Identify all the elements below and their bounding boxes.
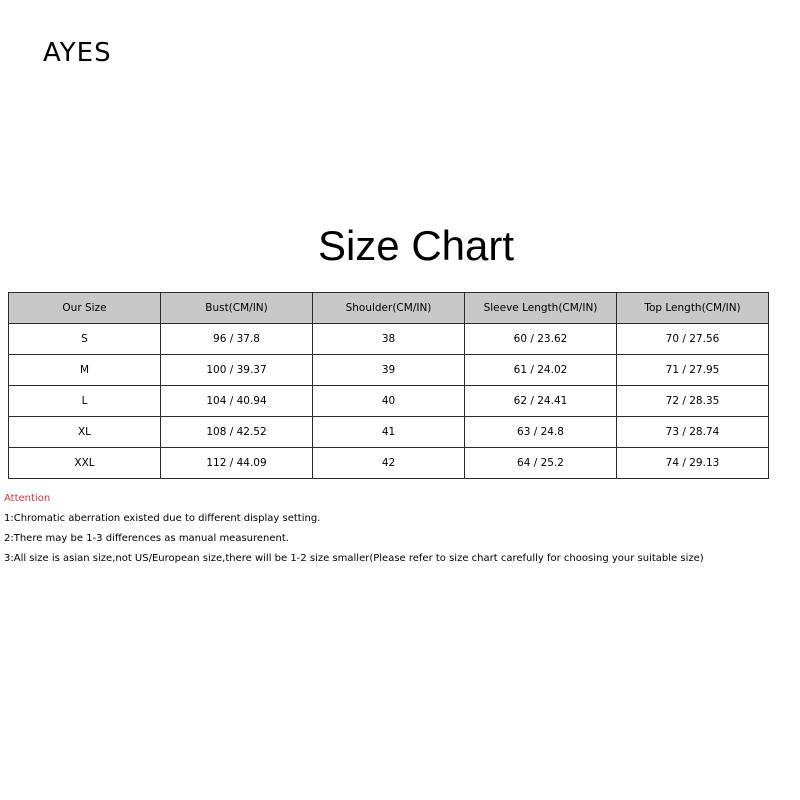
table-cell: 72 / 28.35 — [617, 386, 769, 417]
table-cell: 41 — [313, 417, 465, 448]
note-item: 3:All size is asian size,not US/European size,there will be 1-2 size smaller(Please refer to size chart carefully for choosing your suitable size) — [4, 553, 704, 564]
table-cell: 73 / 28.74 — [617, 417, 769, 448]
table-row — [9, 355, 769, 386]
table-cell: 62 / 24.41 — [465, 386, 617, 417]
page-title: Size Chart — [317, 222, 515, 269]
column-header-size: Our Size — [9, 293, 161, 324]
table-cell: XXL — [9, 448, 161, 479]
table-cell: 71 / 27.95 — [617, 355, 769, 386]
table-row — [9, 324, 769, 355]
table-cell: 63 / 24.8 — [465, 417, 617, 448]
column-header-sleeve-length: Sleeve Length(CM/IN) — [465, 293, 617, 324]
brand-logo: AYES — [43, 38, 112, 68]
table-cell: S — [9, 324, 161, 355]
table-cell: 61 / 24.02 — [465, 355, 617, 386]
notes-section — [4, 489, 704, 569]
table-cell: 38 — [313, 324, 465, 355]
note-item: 2:There may be 1-3 differences as manual measurenent. — [4, 533, 289, 544]
table-row — [9, 448, 769, 479]
table-cell: 40 — [313, 386, 465, 417]
table-header-row — [9, 293, 769, 324]
table-cell: 104 / 40.94 — [161, 386, 313, 417]
note-item: 1:Chromatic aberration existed due to different display setting. — [4, 513, 321, 524]
table-cell: 60 / 23.62 — [465, 324, 617, 355]
size-chart-table — [8, 292, 769, 479]
table-cell: 39 — [313, 355, 465, 386]
table-cell: 108 / 42.52 — [161, 417, 313, 448]
table-row — [9, 417, 769, 448]
table-cell: L — [9, 386, 161, 417]
column-header-top-length: Top Length(CM/IN) — [617, 293, 769, 324]
column-header-shoulder: Shoulder(CM/IN) — [313, 293, 465, 324]
attention-label: Attention — [4, 493, 51, 504]
table-row — [9, 386, 769, 417]
table-cell: 74 / 29.13 — [617, 448, 769, 479]
table-cell: M — [9, 355, 161, 386]
table-cell: 64 / 25.2 — [465, 448, 617, 479]
table-cell: XL — [9, 417, 161, 448]
column-header-bust: Bust(CM/IN) — [161, 293, 313, 324]
table-cell: 96 / 37.8 — [161, 324, 313, 355]
table-cell: 112 / 44.09 — [161, 448, 313, 479]
table-cell: 42 — [313, 448, 465, 479]
table-cell: 70 / 27.56 — [617, 324, 769, 355]
table-cell: 100 / 39.37 — [161, 355, 313, 386]
